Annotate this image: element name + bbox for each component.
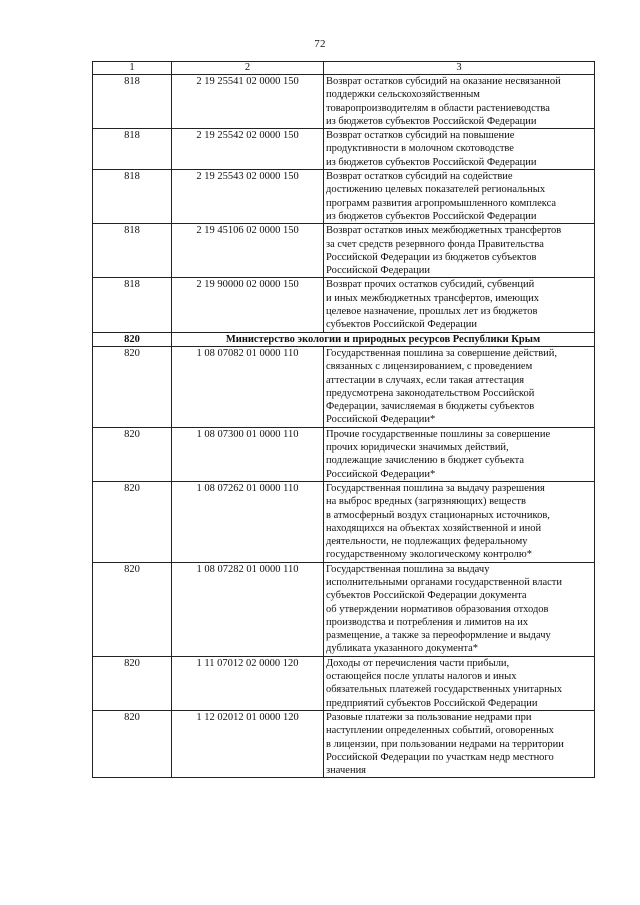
description-line: предусмотрена законодательством Российской — [326, 387, 535, 399]
description-line: аттестации в случаях, если такая аттестация — [326, 374, 525, 386]
description-cell — [324, 129, 595, 170]
description-line: деятельности, не подлежащих федеральному — [326, 536, 528, 548]
description-line: Прочие государственные пошлины за совершение — [326, 428, 551, 440]
admin-code-cell: 818 — [93, 170, 172, 224]
table-row — [93, 129, 595, 170]
table-row — [93, 562, 595, 656]
table-row — [93, 427, 595, 481]
description-line: государственному экологическому контролю* — [326, 549, 532, 561]
budget-code-cell: 1 08 07300 01 0000 110 — [172, 427, 324, 481]
budget-code-cell: 2 19 25543 02 0000 150 — [172, 170, 324, 224]
description-line: целевое назначение, прошлых лет из бюджетов — [326, 306, 538, 318]
description-cell — [324, 481, 595, 562]
description-cell — [324, 427, 595, 481]
description-line: достижению целевых показателей региональных — [326, 184, 546, 196]
table-row — [93, 346, 595, 427]
description-line: подлежащие зачислению в бюджет субъекта — [326, 455, 524, 467]
column-header-2: 2 — [172, 62, 324, 75]
budget-codes-table — [92, 61, 595, 778]
description-line: в лицензии, при пользовании недрами на территории — [326, 738, 564, 750]
description-cell — [324, 224, 595, 278]
section-title: Министерство экологии и природных ресурсов Республики Крым — [172, 332, 595, 346]
budget-code-cell: 2 19 90000 02 0000 150 — [172, 278, 324, 332]
table-row — [93, 656, 595, 710]
description-line: Российской Федерации — [326, 265, 430, 277]
description-line: из бюджетов субъектов Российской Федерации — [326, 115, 537, 127]
description-line: прочих юридически значимых действий, — [326, 442, 509, 454]
description-cell — [324, 75, 595, 129]
description-line: Возврат остатков субсидий на содействие — [326, 171, 513, 183]
description-line: Возврат остатков иных межбюджетных трансфертов — [326, 225, 562, 237]
description-line: программ развития агропромышленного комплекса — [326, 197, 557, 209]
budget-code-cell: 1 11 07012 02 0000 120 — [172, 656, 324, 710]
admin-code-cell: 820 — [93, 562, 172, 656]
admin-code-cell: 818 — [93, 129, 172, 170]
budget-code-cell: 1 12 02012 01 0000 120 — [172, 710, 324, 777]
description-line: Российской Федерации из бюджетов субъектов — [326, 251, 537, 263]
description-line: обязательных платежей государственных унитарных — [326, 684, 562, 696]
description-line: дубликата указанного документа* — [326, 643, 479, 655]
description-cell — [324, 710, 595, 777]
description-line: из бюджетов субъектов Российской Федерации — [326, 210, 537, 222]
table-header-row — [93, 62, 595, 75]
table-body — [93, 75, 595, 778]
description-line: об утверждении нормативов образования отходов — [326, 603, 549, 615]
description-cell — [324, 346, 595, 427]
description-line: Возврат остатков субсидий на оказание несвязанной — [326, 76, 561, 87]
budget-code-cell: 2 19 45106 02 0000 150 — [172, 224, 324, 278]
description-line: Возврат прочих остатков субсидий, субвенций — [326, 279, 535, 291]
description-line: Государственная пошлина за выдачу разрешения — [326, 482, 545, 494]
description-line: связанных с лицензированием, с проведением — [326, 361, 533, 373]
description-line: Российской Федерации* — [326, 468, 436, 480]
description-line: за счет средств резервного фонда Правительства — [326, 238, 544, 250]
admin-code-cell: 820 — [93, 710, 172, 777]
description-line: Федерации, зачисляемая в бюджеты субъектов — [326, 401, 535, 413]
table-row — [93, 170, 595, 224]
table-row — [93, 481, 595, 562]
description-line: поддержки сельскохозяйственным — [326, 89, 480, 101]
admin-code-cell: 820 — [93, 481, 172, 562]
description-cell — [324, 170, 595, 224]
description-line: субъектов Российской Федерации документа — [326, 590, 527, 602]
table-row — [93, 278, 595, 332]
table-row — [93, 224, 595, 278]
budget-code-cell: 1 08 07262 01 0000 110 — [172, 481, 324, 562]
description-line: Доходы от перечисления части прибыли, — [326, 657, 510, 669]
budget-code-cell: 2 19 25541 02 0000 150 — [172, 75, 324, 129]
description-line: из бюджетов субъектов Российской Федерации — [326, 156, 537, 168]
admin-code-cell: 818 — [93, 75, 172, 129]
column-header-3: 3 — [324, 62, 595, 75]
description-line: субъектов Российской Федерации — [326, 319, 478, 331]
admin-code-cell: 820 — [93, 346, 172, 427]
table-row — [93, 710, 595, 777]
admin-code-cell: 818 — [93, 224, 172, 278]
description-line: Государственная пошлина за выдачу — [326, 563, 490, 575]
description-line: остающейся после уплаты налогов и иных — [326, 671, 517, 683]
admin-code-cell: 818 — [93, 278, 172, 332]
column-header-1: 1 — [93, 62, 172, 75]
description-line: Российской Федерации* — [326, 414, 436, 426]
description-cell — [324, 656, 595, 710]
section-header-row — [93, 332, 595, 346]
budget-code-cell: 2 19 25542 02 0000 150 — [172, 129, 324, 170]
page-number: 72 — [314, 38, 326, 50]
description-cell — [324, 278, 595, 332]
description-line: на выброс вредных (загрязняющих) веществ — [326, 496, 526, 508]
description-line: размещение, а также за переоформление и выдачу — [326, 630, 551, 642]
description-line: Возврат остатков субсидий на повышение — [326, 130, 515, 142]
budget-code-cell: 1 08 07282 01 0000 110 — [172, 562, 324, 656]
description-line: Государственная пошлина за совершение действий, — [326, 347, 558, 359]
description-line: значения — [326, 765, 367, 777]
description-line: Разовые платежи за пользование недрами при — [326, 711, 532, 723]
description-line: наступлении определенных событий, оговоренных — [326, 725, 554, 737]
description-line: товаропроизводителям в области растениеводства — [326, 102, 550, 114]
table-row — [93, 75, 595, 129]
admin-code-cell: 820 — [93, 427, 172, 481]
description-line: в атмосферный воздух стационарных источников, — [326, 509, 550, 521]
section-admin-code: 820 — [93, 332, 172, 346]
admin-code-cell: 820 — [93, 656, 172, 710]
description-line: производства и потребления и лимитов на их — [326, 616, 529, 628]
budget-code-cell: 1 08 07082 01 0000 110 — [172, 346, 324, 427]
description-cell — [324, 562, 595, 656]
description-line: Российской Федерации по участкам недр местного — [326, 751, 554, 763]
description-line: продуктивности в молочном скотоводстве — [326, 143, 514, 155]
description-line: предприятий субъектов Российской Федерации — [326, 697, 538, 709]
description-line: и иных межбюджетных трансфертов, имеющих — [326, 292, 539, 304]
description-line: находящихся на объектах хозяйственной и иной — [326, 522, 542, 534]
description-line: исполнительными органами государственной власти — [326, 576, 563, 588]
